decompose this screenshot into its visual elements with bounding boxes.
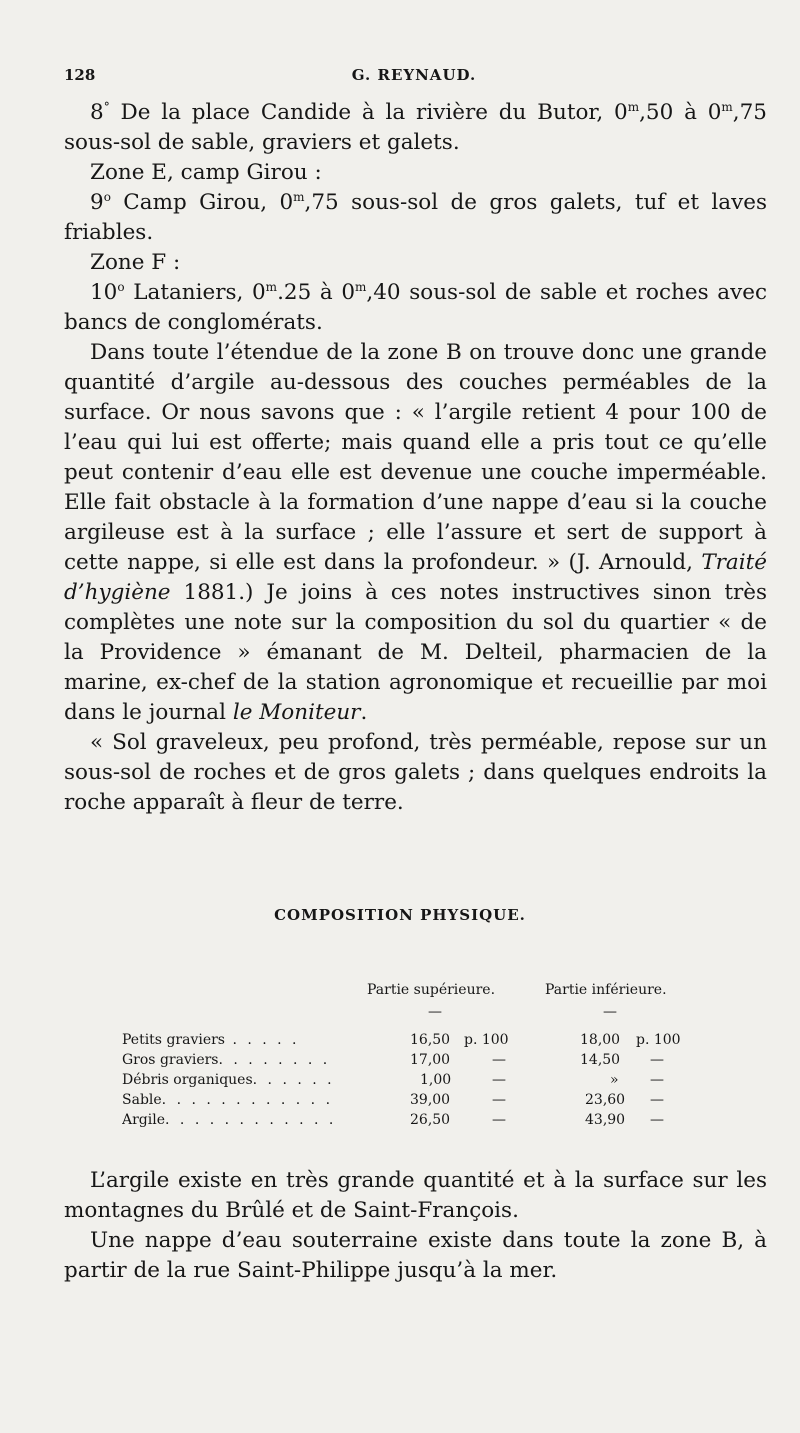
journal-title: le Moniteur [232,700,361,725]
table-row: Débris organiques. . . . . . 1,00 — » — [122,1072,664,1088]
page-header [64,66,764,90]
zone-e-heading: Zone E, camp Girou : [90,160,322,185]
table-row: Sable. . . . . . . . . . . . 39,00 — 23,60 — [122,1092,664,1108]
table-row: Gros graviers. . . . . . . . 17,00 — 14,50 — [122,1052,664,1068]
paragraph-10: 10$^o$ Lataniers, 0$^m$.25 à 0$^m$,40 sous-sol de sable et roches avec bancs de conglomérats. [64,279,767,335]
col-header-upper: Partie supérieure. [367,982,496,998]
col-dash-lower: — [603,1004,617,1020]
composition-table [0,982,800,1142]
page-number: 128 [64,66,96,84]
col-dash-upper: — [428,1004,442,1020]
table-row: Petits graviers . . . . . 16,50 p. 100 18,00 p. 100 [122,1032,681,1048]
citation-title: Traité d’hygiène [64,550,767,605]
paragraph-quote: « Sol graveleux, peu profond, très perméable, repose sur un sous-sol de roches et de gros galets ; dans quelques endroits la roche apparaît à fleur de terre. [64,730,767,815]
zone-f-heading: Zone F : [90,250,181,275]
paragraph-9: 9$^o$ Camp Girou, 0$^m$,75 sous-sol de gros galets, tuf et laves friables. [64,189,767,245]
table-row: Argile. . . . . . . . . . . . 26,50 — 43,90 — [122,1112,664,1128]
table-title: COMPOSITION PHYSIQUE. [274,906,526,924]
paragraph-nappe: Une nappe d’eau souterraine existe dans toute la zone B, à partir de la rue Saint-Philippe jusqu’à la mer. [64,1228,767,1283]
paragraph-argile: L’argile existe en très grande quantité et à la surface sur les montagnes du Brûlé et de Saint-François. [64,1168,767,1223]
running-head: G. REYNAUD. [351,66,477,84]
col-header-lower: Partie inférieure. [545,982,667,998]
body-text [64,98,767,818]
paragraph-8: 8° De la place Candide à la rivière du Butor, 0$^m$,50 à 0$^m$,75 sous-sol de sable, graviers et galets. [64,99,767,155]
paragraph-zone-b: Dans toute l’étendue de la zone B on trouve donc une grande quantité d’argile au-dessous des couches perméables de la surface. Or nous savons que : « l’argile retient 4 pour 100 de l’eau qui lui est offerte; mais quand elle a pris tout ce qu’elle peut contenir d’eau elle est devenue une couche imperméable. Elle fait obstacle à la formation d’une nappe d’eau si la couche argileuse est à la surface ; elle l’assure et sert de support à cette nappe, si elle est dans la profondeur. » (J. Arnould, Traité d’hygiène 1881.) Je joins à ces notes instructives sinon très complètes une note sur la composition du sol du quartier « de la Providence » émanant de M. Delteil, pharmacien de la marine, ex-chef de la station agronomique et recueillie par moi dans le journal le Moniteur. [64,340,767,725]
closing-text [64,1166,767,1286]
